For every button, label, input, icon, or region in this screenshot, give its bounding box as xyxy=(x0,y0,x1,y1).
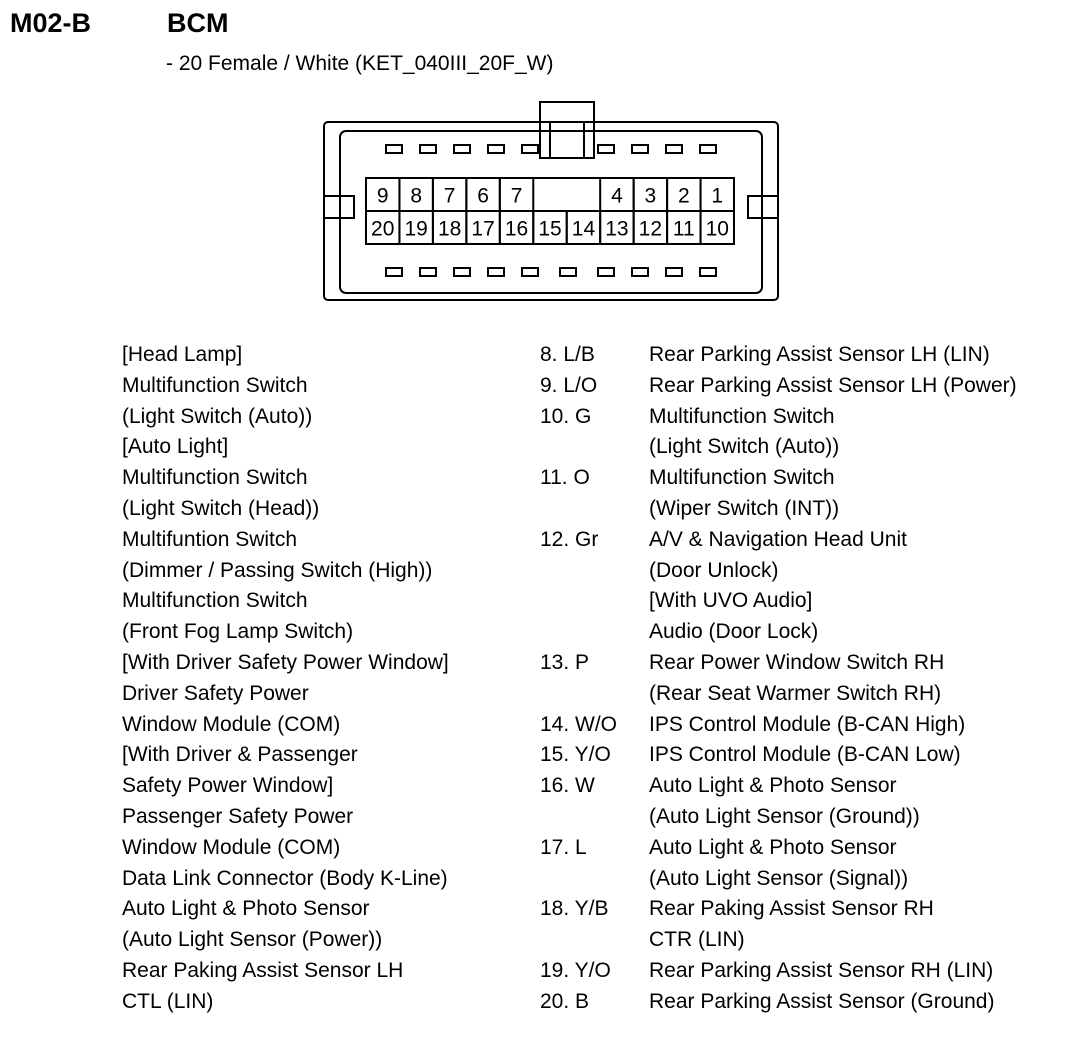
pin-description-line: (Auto Light Sensor (Ground)) xyxy=(649,804,920,828)
left-description-line: (Auto Light Sensor (Power)) xyxy=(122,928,383,952)
pin-description-line: A/V & Navigation Head Unit xyxy=(649,527,907,551)
pin-wire-label: 12. Gr xyxy=(540,527,599,551)
pin-number-label: 7 xyxy=(443,184,456,208)
pin-wire-label: 11. O xyxy=(540,466,590,490)
left-description-line: [With Driver Safety Power Window] xyxy=(122,650,449,674)
pin-number-label: 8 xyxy=(410,184,423,208)
pin-description-line: IPS Control Module (B-CAN Low) xyxy=(649,743,961,767)
pin-description-line: Multifunction Switch xyxy=(649,404,835,428)
left-description-line: (Dimmer / Passing Switch (High)) xyxy=(122,558,433,582)
pin-description-line: (Wiper Switch (INT)) xyxy=(649,496,840,520)
pin-wire-label xyxy=(540,864,617,895)
left-pin-descriptions xyxy=(122,340,449,1018)
pin-number-label: 9 xyxy=(376,184,389,208)
pin-description-line: Rear Parking Assist Sensor LH (LIN) xyxy=(649,343,990,366)
pin-wire-label xyxy=(540,679,617,710)
left-description-line: Window Module (COM) xyxy=(122,712,341,736)
left-description-line: Passenger Safety Power xyxy=(122,804,354,828)
pin-wire-label: 8. L/B xyxy=(540,343,595,366)
left-description-line: Driver Safety Power xyxy=(122,681,309,705)
pin-description-line: (Auto Light Sensor (Signal)) xyxy=(649,866,909,890)
pin-description-line: Audio (Door Lock) xyxy=(649,620,819,644)
left-description-line: Window Module (COM) xyxy=(122,835,341,859)
pin-number-label: 17 xyxy=(471,217,495,241)
right-pin-descriptions xyxy=(649,340,1017,1018)
connector-subtitle: - 20 Female / White (KET_040III_20F_W) xyxy=(166,52,554,75)
pin-wire-label: 17. L xyxy=(540,835,587,859)
terminal-windows-bottom xyxy=(386,268,716,276)
pin-number-label: 6 xyxy=(477,184,489,208)
left-description-line: [With Driver & Passenger xyxy=(122,743,358,767)
left-description-line: Multifunction Switch xyxy=(122,373,308,397)
pin-wire-label: 10. G xyxy=(540,404,592,428)
left-description-line: Multifuntion Switch xyxy=(122,527,298,551)
pin-wire-label xyxy=(540,556,617,587)
pin-wire-label xyxy=(540,802,617,833)
pin-description-line: Rear Parking Assist Sensor LH (Power) xyxy=(649,373,1017,397)
pin-number-label: 3 xyxy=(644,184,657,208)
pin-description-line: Auto Light & Photo Sensor xyxy=(649,835,897,859)
pin-description-line: (Door Unlock) xyxy=(649,558,779,582)
pin-number-label: 13 xyxy=(605,217,629,241)
pin-wire-label: 18. Y/B xyxy=(540,897,609,921)
pin-description-line: Rear Power Window Switch RH xyxy=(649,650,945,674)
pin-number-label: 14 xyxy=(571,217,596,241)
pin-wire-label: 13. P xyxy=(540,650,590,674)
pin-number-label: 11 xyxy=(672,217,695,241)
pin-wire-label xyxy=(540,617,617,648)
pin-number-label: 2 xyxy=(677,184,690,208)
pin-description-line: Rear Paking Assist Sensor RH xyxy=(649,897,934,921)
left-description-line: CTL (LIN) xyxy=(122,989,214,1013)
pin-number-label: 20 xyxy=(371,217,395,241)
pin-wire-label xyxy=(540,586,617,617)
pin-number-label: 4 xyxy=(611,184,623,208)
left-description-line: (Front Fog Lamp Switch) xyxy=(122,620,354,644)
left-description-line: [Auto Light] xyxy=(122,435,229,459)
left-description-line: (Light Switch (Head)) xyxy=(122,496,320,520)
left-description-line: Rear Paking Assist Sensor LH xyxy=(122,958,404,982)
pin-description-line: Rear Parking Assist Sensor RH (LIN) xyxy=(649,958,994,982)
pin-wire-label: 9. L/O xyxy=(540,373,598,397)
left-description-line: [Head Lamp] xyxy=(122,343,243,366)
pin-description-line: IPS Control Module (B-CAN High) xyxy=(649,712,966,736)
pin-number-label: 16 xyxy=(504,217,529,241)
pin-description-line: CTR (LIN) xyxy=(649,928,745,952)
left-description-line: Safety Power Window] xyxy=(122,774,334,798)
left-description-line: Multifunction Switch xyxy=(122,589,308,613)
pin-number-label: 1 xyxy=(711,184,724,208)
pin-description-line: (Light Switch (Auto)) xyxy=(649,435,840,459)
pin-description-line: Auto Light & Photo Sensor xyxy=(649,774,897,798)
pin-wire-label: 16. W xyxy=(540,774,595,798)
left-description-line: Data Link Connector (Body K-Line) xyxy=(122,866,448,890)
connector-face-diagram xyxy=(0,0,1088,330)
left-description-line: Auto Light & Photo Sensor xyxy=(122,897,370,921)
pin-description-line: (Rear Seat Warmer Switch RH) xyxy=(649,681,942,705)
pin-description-line: Multifunction Switch xyxy=(649,466,835,490)
pin-number-label: 19 xyxy=(404,217,428,241)
left-description-line: Multifunction Switch xyxy=(122,466,308,490)
pin-wire-label: 19. Y/O xyxy=(540,958,611,982)
pin-description-line: [With UVO Audio] xyxy=(649,589,813,613)
pin-number-column xyxy=(540,340,617,1018)
pin-wire-label xyxy=(540,925,617,956)
pin-wire-label xyxy=(540,494,617,525)
connector-code: M02-B xyxy=(10,8,92,38)
pin-number-label: 10 xyxy=(705,217,729,241)
pin-wire-label: 20. B xyxy=(540,989,590,1013)
pin-number-label: 15 xyxy=(538,217,562,241)
pin-wire-label: 15. Y/O xyxy=(540,743,611,767)
locking-tab-inner xyxy=(550,122,584,158)
pin-wire-label: 14. W/O xyxy=(540,712,618,736)
pin-cells xyxy=(366,178,734,244)
pin-number-label: 7 xyxy=(510,184,523,208)
pin-description-line: Rear Parking Assist Sensor (Ground) xyxy=(649,989,995,1013)
pin-wire-label xyxy=(540,432,617,463)
pin-number-label: 18 xyxy=(437,217,462,241)
component-name: BCM xyxy=(167,8,229,38)
pin-number-label: 12 xyxy=(638,217,663,241)
left-description-line: (Light Switch (Auto)) xyxy=(122,404,313,428)
